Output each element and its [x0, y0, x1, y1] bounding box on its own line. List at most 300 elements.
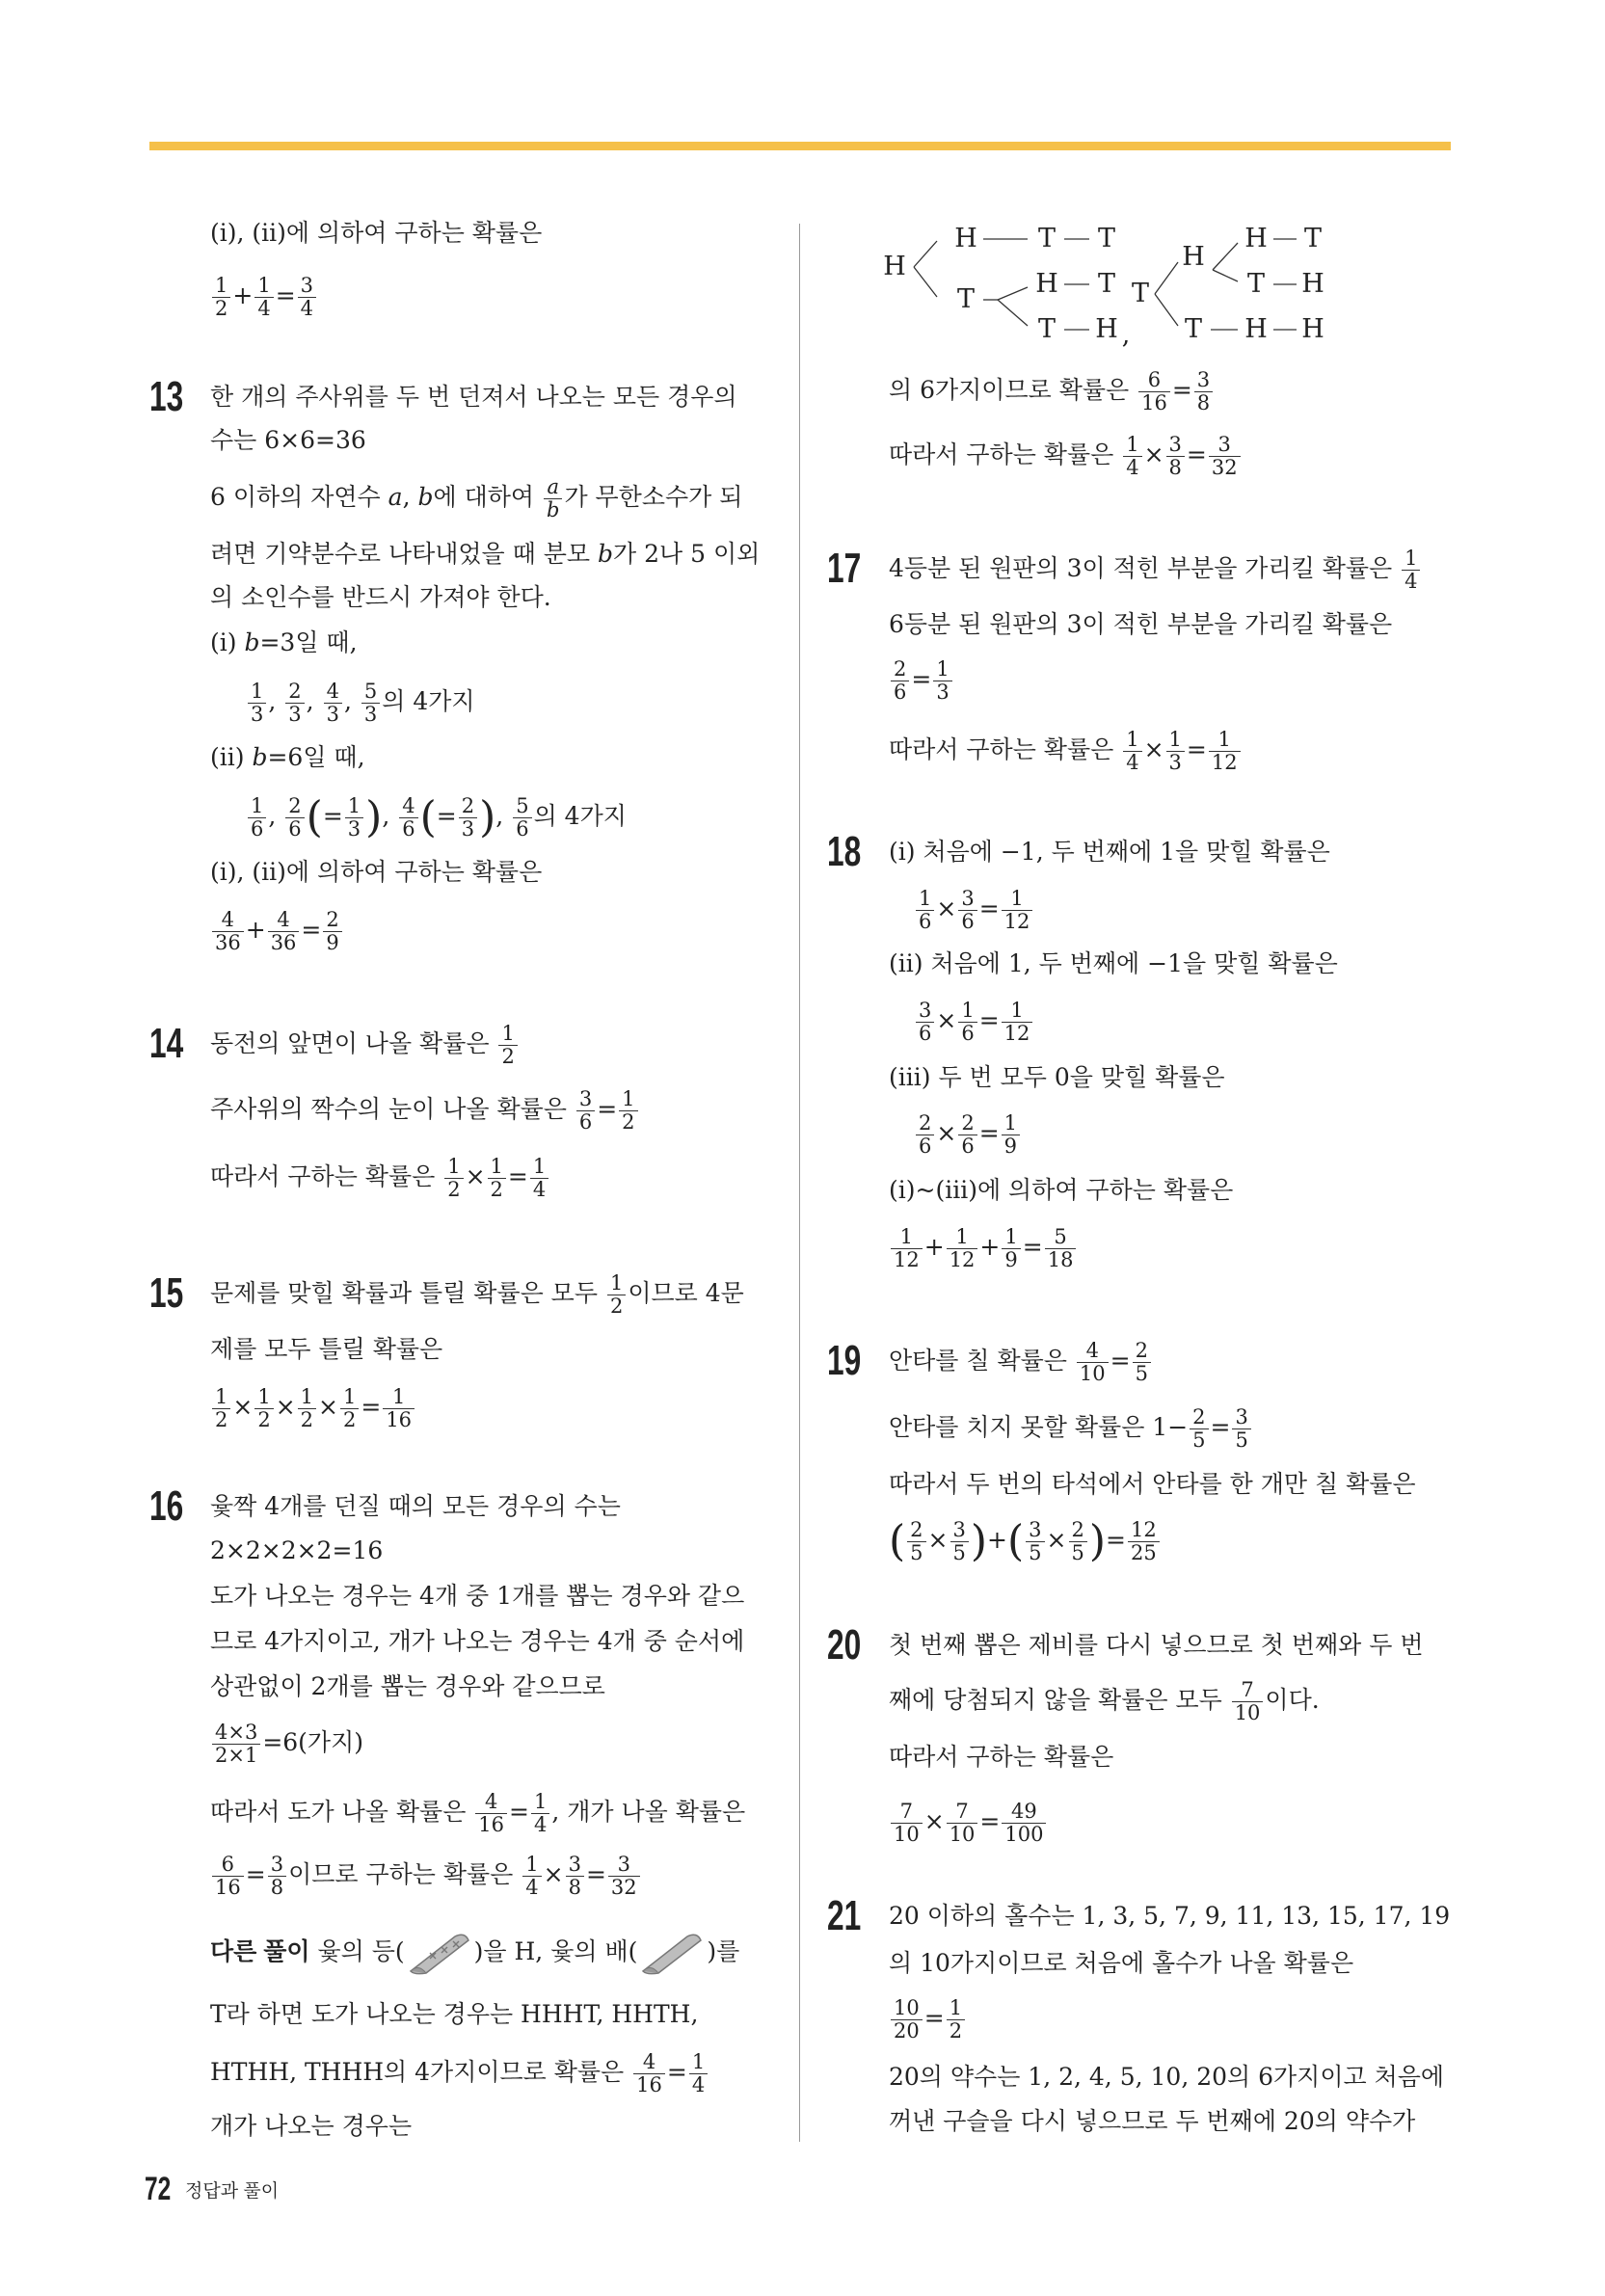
tree-node-label: H — [1301, 269, 1324, 299]
math-variable: a — [388, 483, 403, 511]
fraction-numerator: 1 — [532, 1155, 547, 1178]
text-segment: = — [978, 1006, 1000, 1034]
fraction-numerator: 4 — [642, 2050, 656, 2073]
fraction-denominator: 3 — [1166, 751, 1185, 774]
solution-line — [889, 1225, 1078, 1269]
text-segment: 가 2나 5 이외 — [613, 540, 761, 568]
solution-line — [210, 532, 760, 576]
fraction-denominator: 4 — [1123, 751, 1141, 774]
parenthesis: ( — [889, 1516, 906, 1566]
fraction — [285, 681, 304, 726]
fraction-numerator: 3 — [952, 1518, 966, 1541]
text-segment: 6 이하의 자연수 — [210, 483, 388, 511]
fraction-denominator: 5 — [1133, 1362, 1151, 1385]
fraction-numerator: 1 — [919, 887, 932, 910]
fraction — [619, 1088, 637, 1134]
fraction-numerator: 2 — [1192, 1405, 1206, 1428]
solution-line — [889, 1735, 1113, 1779]
text-segment: = — [1186, 735, 1207, 763]
tree-branch — [1155, 262, 1178, 294]
text-segment: 한 개의 주사위를 두 번 던져서 나오는 모든 경우의 — [210, 383, 737, 411]
text-segment: × — [1143, 735, 1164, 763]
fraction — [285, 795, 304, 841]
fraction — [212, 1722, 260, 1767]
text-segment: = — [585, 1860, 606, 1888]
fraction-numerator: 3 — [961, 887, 975, 910]
fraction — [530, 1156, 548, 1201]
fraction — [947, 1801, 978, 1846]
fraction — [947, 1997, 965, 2042]
fraction-denominator: 4 — [689, 2073, 708, 2096]
fraction — [1002, 1000, 1033, 1045]
fraction — [544, 476, 562, 521]
text-segment: × — [1046, 1526, 1067, 1554]
text-segment: (ii) — [210, 743, 253, 771]
fraction-denominator: 32 — [608, 1876, 640, 1899]
fraction-numerator: 5 — [363, 680, 378, 703]
fraction-numerator: 3 — [1168, 433, 1182, 456]
tree-branch — [1155, 294, 1178, 326]
tree-node-label: H — [954, 224, 977, 254]
text-segment: = — [301, 916, 322, 944]
fraction-numerator: 4 — [221, 908, 235, 931]
fraction-numerator: 10 — [894, 1996, 920, 2019]
solution-line — [210, 1574, 744, 1618]
text-segment: 째에 당첨되지 않을 확률은 모두 — [889, 1686, 1230, 1714]
fraction-numerator: 1 — [342, 1385, 357, 1408]
fraction-denominator: 2 — [444, 1178, 463, 1201]
fraction-denominator: 8 — [1166, 456, 1185, 479]
fraction-numerator: 7 — [955, 1800, 969, 1823]
footer-label: 정답과 풀이 — [185, 2181, 280, 2202]
text-segment: × — [936, 1119, 957, 1147]
fraction-denominator: 3 — [345, 817, 363, 841]
solution-line — [210, 1665, 605, 1709]
solution-line — [889, 830, 1330, 874]
solution-line — [210, 908, 344, 952]
fraction-denominator: 5 — [1232, 1428, 1250, 1452]
fraction — [1232, 1679, 1264, 1724]
text-segment: (i)~(iii)에 의하여 구하는 확률은 — [889, 1176, 1234, 1204]
fraction-numerator: 2 — [288, 794, 302, 817]
problem-number: 17 — [827, 545, 862, 592]
text-segment: 첫 번째 뽑은 제비를 다시 넣으므로 첫 번째와 두 번 — [889, 1631, 1424, 1659]
fraction — [361, 681, 380, 726]
fraction-numerator: 1 — [215, 274, 228, 297]
fraction-numerator: 1 — [1003, 1111, 1018, 1135]
fraction-denominator: 2 — [212, 297, 230, 320]
fraction-denominator: 3 — [361, 703, 380, 726]
fraction — [1002, 1801, 1046, 1846]
page-number: 72 — [145, 2171, 172, 2207]
fraction — [248, 795, 266, 841]
fraction — [488, 1156, 506, 1201]
solution-line — [889, 1941, 1353, 1986]
fraction — [254, 1386, 273, 1431]
fraction — [1133, 1340, 1151, 1385]
fraction-denominator: 4 — [298, 297, 316, 320]
tree-branches — [0, 0, 1605, 386]
fraction — [1045, 1226, 1077, 1271]
fraction-numerator: 1 — [961, 999, 975, 1022]
fraction-numerator: 1 — [609, 1271, 624, 1295]
fraction-numerator: 1 — [1010, 999, 1024, 1022]
fraction — [248, 681, 266, 726]
text-segment: 윷짝 4개를 던질 때의 모든 경우의 수는 — [210, 1492, 621, 1520]
fraction-numerator: 4 — [277, 908, 290, 931]
fraction — [607, 1272, 626, 1318]
fraction-denominator: 5 — [1069, 1541, 1087, 1564]
text-segment: = — [275, 281, 296, 309]
fraction-denominator: 2 — [254, 1408, 273, 1431]
fraction-denominator: 16 — [383, 1408, 415, 1431]
problem-number: 19 — [827, 1337, 862, 1384]
fraction-denominator: 100 — [1002, 1823, 1046, 1846]
text-segment: + — [979, 1233, 1001, 1261]
fraction — [268, 909, 300, 954]
fraction-denominator: 5 — [907, 1541, 925, 1564]
tree-node-label: T — [1246, 269, 1266, 299]
solution-line — [210, 1155, 550, 1199]
fraction-numerator: 4 — [1085, 1339, 1099, 1362]
fraction-denominator: 2 — [498, 1045, 517, 1068]
solution-line — [210, 1930, 739, 1974]
fraction — [958, 888, 976, 933]
fraction — [1123, 434, 1141, 479]
text-segment: , 개가 나올 확률은 — [551, 1798, 746, 1826]
fraction — [1077, 1340, 1109, 1385]
fraction — [950, 1519, 969, 1564]
fraction-denominator: 25 — [1128, 1541, 1160, 1564]
fraction-denominator: 6 — [958, 1022, 976, 1045]
solution-line — [889, 1800, 1048, 1844]
solution-line — [889, 547, 1422, 591]
text-segment: 윷의 등( — [309, 1937, 405, 1965]
fraction-numerator: 6 — [1147, 368, 1162, 391]
fraction-denominator: 12 — [1209, 751, 1241, 774]
problem-number: 13 — [149, 373, 184, 420]
text-segment: 제를 모두 틀릴 확률은 — [210, 1335, 443, 1363]
solution-line — [889, 728, 1243, 772]
fraction-numerator: 1 — [936, 657, 950, 681]
text-segment: 도가 나오는 경우는 4개 중 1개를 뽑는 경우와 같으 — [210, 1582, 745, 1610]
solution-line — [210, 735, 365, 780]
math-variable: b — [244, 628, 260, 656]
fraction-numerator: 3 — [270, 1853, 284, 1876]
fraction-denominator: 2 — [619, 1110, 637, 1134]
text-segment: + — [987, 1526, 1007, 1554]
text-segment: 려면 기약분수로 나타내었을 때 분모 — [210, 540, 598, 568]
fraction — [531, 1791, 549, 1836]
solution-line — [210, 621, 358, 665]
text-segment: = — [979, 1807, 1001, 1835]
fraction — [891, 1997, 923, 2042]
fraction — [1232, 1406, 1250, 1452]
problem-number: 15 — [149, 1269, 184, 1317]
parenthesis: ) — [479, 792, 496, 842]
fraction — [566, 1854, 584, 1899]
text-segment: 의 10가지이므로 처음에 홀수가 나올 확률은 — [889, 1949, 1354, 1977]
text-segment: 4등분 된 원판의 3이 적힌 부분을 가리킬 확률은 — [889, 554, 1401, 582]
text-segment: )을 H, 윷의 배( — [473, 1937, 638, 1965]
fraction-numerator: 2 — [288, 680, 302, 703]
text-segment: 안타를 칠 확률은 — [889, 1347, 1075, 1375]
fraction-numerator: 2 — [326, 908, 339, 931]
fraction-denominator: 3 — [459, 817, 477, 841]
fraction — [1002, 888, 1033, 933]
fraction-numerator: 1 — [257, 274, 271, 297]
fraction-numerator: 1 — [1404, 547, 1418, 570]
fraction-denominator: 6 — [958, 910, 976, 933]
text-segment: = — [911, 665, 932, 693]
fraction-denominator: 6 — [513, 817, 531, 841]
fraction-numerator: 1 — [949, 1996, 963, 2019]
fraction-denominator: 16 — [212, 1876, 244, 1899]
fraction-numerator: 1 — [215, 1385, 228, 1408]
text-segment: =6(가지) — [262, 1728, 363, 1756]
solution-line — [210, 418, 366, 463]
text-segment: (i) — [210, 628, 245, 656]
fraction-numerator: 1 — [899, 1225, 914, 1248]
tree-node-label: H — [1035, 269, 1058, 299]
tree-branch — [998, 300, 1028, 326]
fraction-denominator: 8 — [566, 1876, 584, 1899]
fraction-numerator: 2 — [461, 794, 475, 817]
text-segment: × — [927, 1526, 949, 1554]
text-segment: HTHH, THHH의 4가지이므로 확률은 — [210, 2058, 632, 2086]
parenthesis: ) — [365, 792, 383, 842]
fraction-denominator: 12 — [1002, 910, 1033, 933]
fraction — [1190, 1406, 1208, 1452]
fraction-denominator: b — [544, 498, 562, 521]
fraction-denominator: 3 — [324, 703, 342, 726]
fraction-denominator: 36 — [268, 931, 300, 954]
tree-node-label: T — [1184, 314, 1203, 344]
text-segment: = — [666, 2058, 687, 2086]
fraction-denominator: 3 — [933, 681, 951, 704]
solution-line — [210, 1853, 642, 1897]
solution-line — [889, 2055, 1444, 2099]
fraction-denominator: 6 — [958, 1135, 976, 1158]
fraction-numerator: 2 — [961, 1111, 975, 1135]
fraction-numerator: 1 — [1126, 728, 1139, 751]
fraction-numerator: 3 — [1217, 433, 1231, 456]
fraction-denominator: 4 — [522, 1876, 541, 1899]
text-segment: × — [923, 1807, 945, 1835]
text-segment: =6일 때, — [267, 743, 365, 771]
solution-line — [889, 1055, 1225, 1100]
fraction-numerator: 12 — [1131, 1518, 1157, 1541]
solution-line — [210, 1271, 744, 1316]
fraction-numerator: 1 — [533, 1790, 548, 1813]
fraction-denominator: 6 — [916, 910, 934, 933]
text-segment: , — [382, 802, 398, 830]
fraction-denominator: 2×1 — [212, 1744, 260, 1767]
solution-line — [210, 475, 742, 520]
solution-line — [889, 602, 1392, 647]
math-variable: b — [252, 743, 268, 771]
solution-line — [210, 1721, 363, 1765]
fraction-numerator: 2 — [1071, 1518, 1084, 1541]
text-segment: + — [923, 1233, 945, 1261]
yut-back-icon — [405, 1933, 474, 1975]
text-segment: = — [978, 1119, 1000, 1147]
tree-branch — [1213, 243, 1238, 270]
text-segment: 따라서 구하는 확률은 — [210, 1162, 443, 1190]
text-segment: × — [275, 1393, 296, 1421]
solution-line — [889, 433, 1243, 477]
text-segment: × — [936, 894, 957, 922]
fraction — [459, 795, 477, 841]
fraction — [958, 1000, 976, 1045]
fraction-numerator: 1 — [691, 2050, 706, 2073]
parenthesis: ) — [1088, 1516, 1107, 1566]
fraction-numerator: a — [547, 475, 559, 498]
tree-branch — [1213, 270, 1238, 281]
fraction — [212, 1854, 244, 1899]
fraction-denominator: 2 — [212, 1408, 230, 1431]
text-segment: , — [306, 687, 322, 715]
fraction — [1402, 547, 1420, 593]
fraction — [947, 1226, 978, 1271]
fraction-numerator: 1 — [1010, 887, 1024, 910]
fraction-numerator: 1 — [257, 1385, 271, 1408]
fraction-numerator: 2 — [894, 657, 907, 681]
parenthesis: ( — [1007, 1516, 1025, 1566]
fraction-denominator: 32 — [1209, 456, 1241, 479]
fraction-numerator: 3 — [1235, 1405, 1248, 1428]
text-segment: 따라서 구하는 확률은 — [889, 441, 1122, 468]
text-segment: = — [322, 802, 343, 830]
text-segment: 주사위의 짝수의 눈이 나올 확률은 — [210, 1095, 575, 1123]
math-variable: b — [598, 540, 614, 568]
solution-line — [889, 2099, 1415, 2144]
fraction-denominator: 4 — [1402, 570, 1420, 593]
fraction-denominator: 5 — [950, 1541, 969, 1564]
text-segment: 이므로 구하는 확률은 — [288, 1860, 522, 1888]
fraction-numerator: 4 — [484, 1790, 498, 1813]
text-segment: 의 4가지 — [533, 802, 627, 830]
solution-line — [889, 942, 1338, 986]
text-segment: 따라서 도가 나올 확률은 — [210, 1798, 474, 1826]
solution-line — [210, 2104, 412, 2149]
fraction-denominator: 10 — [947, 1823, 978, 1846]
text-segment: = — [245, 1860, 266, 1888]
fraction-denominator: 16 — [475, 1813, 507, 1836]
fraction-denominator: 12 — [947, 1248, 978, 1271]
fraction — [933, 658, 951, 704]
fraction-numerator: 3 — [300, 274, 314, 297]
math-variable: b — [417, 483, 434, 511]
solution-line — [210, 575, 551, 620]
problem-number: 16 — [149, 1482, 184, 1530]
solution-line — [246, 792, 627, 842]
text-segment: 므로 4가지이고, 개가 나오는 경우는 4개 중 순서에 — [210, 1627, 745, 1655]
solution-line — [914, 1111, 1022, 1156]
fraction-numerator: 7 — [899, 1800, 914, 1823]
fraction-numerator: 1 — [300, 1385, 314, 1408]
tree-node-label: H — [1301, 314, 1324, 344]
solution-line — [914, 887, 1034, 931]
solution-line — [210, 1385, 416, 1429]
parenthesis: ) — [970, 1516, 988, 1566]
fraction — [1123, 729, 1141, 774]
text-segment: 문제를 맞힐 확률과 틀릴 확률은 모두 — [210, 1279, 605, 1307]
fraction-denominator: 4 — [531, 1813, 549, 1836]
fraction — [958, 1112, 976, 1158]
fraction — [212, 1386, 230, 1431]
alt-solution-label: 다른 풀이 — [210, 1938, 310, 1965]
solution-line — [210, 1327, 442, 1372]
text-segment: 수는 6×6=36 — [210, 426, 366, 454]
fraction-denominator: 12 — [1002, 1022, 1033, 1045]
tree-branch — [914, 241, 937, 267]
text-segment: 6등분 된 원판의 3이 적힌 부분을 가리킬 확률은 — [889, 610, 1393, 638]
fraction-denominator: 16 — [1138, 391, 1170, 414]
text-segment: 2×2×2×2=16 — [210, 1536, 384, 1564]
fraction-denominator: 6 — [916, 1135, 934, 1158]
tree-node-label: T — [1131, 279, 1150, 308]
text-segment: × — [465, 1162, 486, 1190]
fraction-numerator: 5 — [516, 794, 529, 817]
problem-number: 20 — [827, 1621, 862, 1669]
text-segment: 안타를 치지 못할 확률은 1− — [889, 1413, 1189, 1441]
fraction-numerator: 1 — [955, 1225, 969, 1248]
fraction — [891, 1801, 923, 1846]
text-segment: = — [436, 802, 457, 830]
solution-line — [914, 999, 1034, 1043]
fraction-numerator: 2 — [1135, 1339, 1148, 1362]
text-segment: = — [1110, 1347, 1131, 1375]
fraction-numerator: 3 — [568, 1853, 581, 1876]
fraction — [399, 795, 417, 841]
text-segment: 꺼낸 구슬을 다시 넣으므로 두 번째에 20의 약수가 — [889, 2107, 1416, 2135]
solution-line — [889, 1894, 1450, 1938]
fraction — [324, 681, 342, 726]
solution-line — [210, 1022, 520, 1066]
fraction-denominator: 6 — [576, 1110, 595, 1134]
text-segment: (iii) 두 번 모두 0을 맞힐 확률은 — [889, 1063, 1225, 1091]
text-segment: T라 하면 도가 나오는 경우는 HHHT, HHTH, — [210, 2000, 699, 2028]
solution-line — [210, 1529, 383, 1573]
fraction — [608, 1854, 640, 1899]
fraction-denominator: 36 — [212, 931, 244, 954]
fraction — [891, 658, 909, 704]
fraction — [1209, 729, 1241, 774]
solution-line — [889, 1516, 1162, 1566]
tree-node-label: T — [1303, 224, 1323, 254]
fraction — [323, 909, 341, 954]
fraction — [513, 795, 531, 841]
tree-node-label: T — [1037, 314, 1057, 344]
fraction-denominator: 4 — [530, 1178, 548, 1201]
text-segment: = — [978, 894, 1000, 922]
text-segment: 에 대하여 — [433, 483, 542, 511]
fraction — [576, 1088, 595, 1134]
text-segment: 동전의 앞면이 나올 확률은 — [210, 1029, 497, 1057]
text-segment: × — [1143, 441, 1164, 468]
fraction-numerator: 2 — [919, 1111, 932, 1135]
text-segment: + — [245, 916, 266, 944]
tree-node-label: H — [1095, 314, 1118, 344]
solution-line — [889, 657, 954, 702]
text-segment: 이므로 4문 — [628, 1279, 744, 1307]
fraction-denominator: 10 — [891, 1823, 923, 1846]
solution-line — [889, 1339, 1153, 1383]
fraction — [1002, 1226, 1020, 1271]
fraction — [345, 795, 363, 841]
yut-belly-icon — [637, 1933, 707, 1975]
